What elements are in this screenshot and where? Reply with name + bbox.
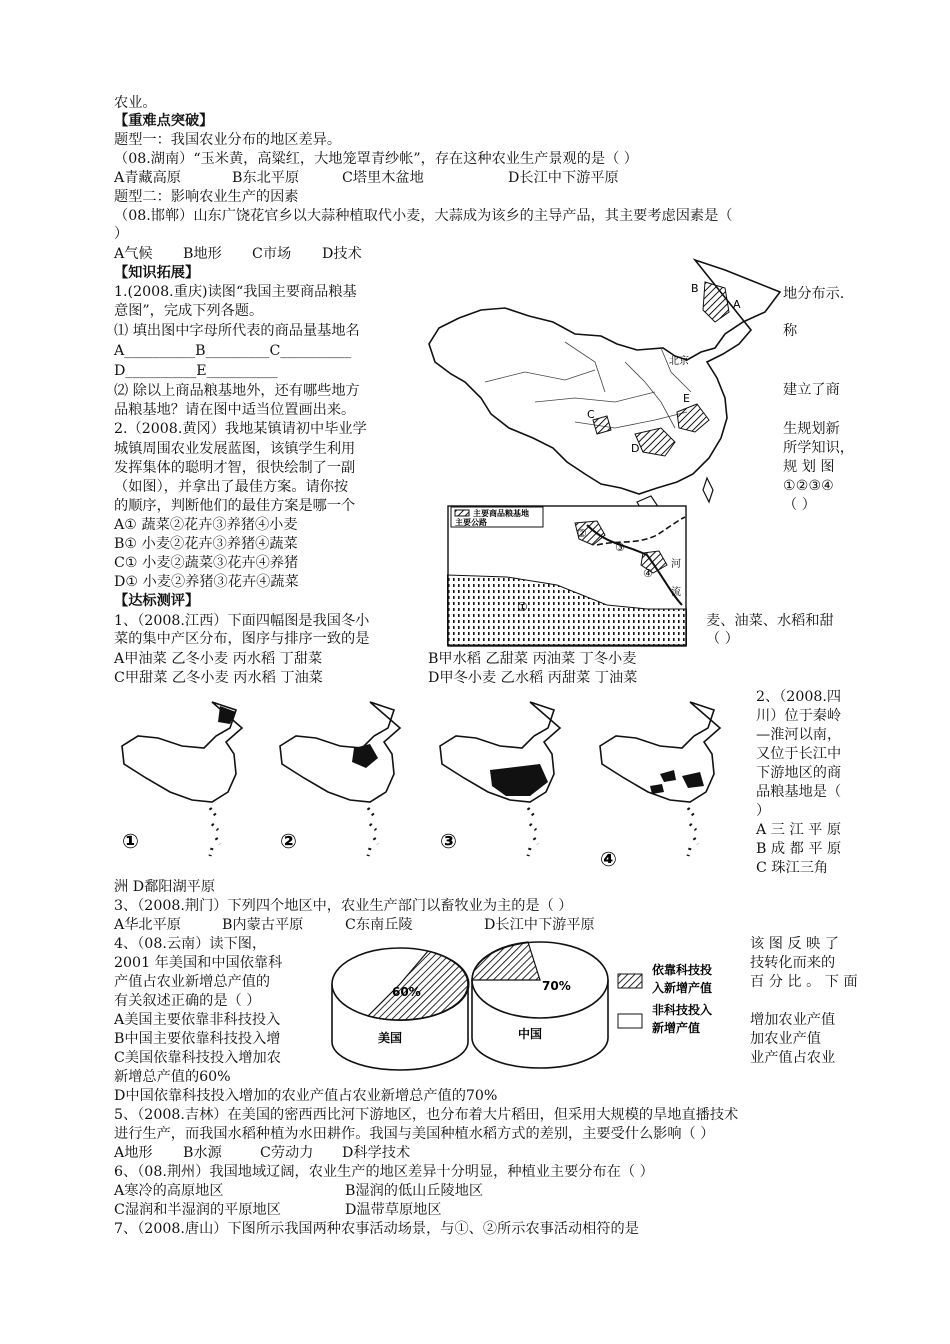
map-2-label: ② xyxy=(280,829,297,853)
text-line: 麦、油菜、水稻和甜 xyxy=(706,613,834,629)
option: C甲甜菜 乙冬小麦 丙水稻 丁油菜 xyxy=(114,670,323,686)
option: A青藏高原 xyxy=(114,170,181,186)
grain-base-map xyxy=(425,252,783,520)
text-line: 题型二：影响农业生产的因素 xyxy=(114,189,299,205)
option: C劳动力 xyxy=(260,1145,314,1161)
legend-road: 主要公路 xyxy=(455,518,487,527)
text-line: 城镇周围农业发展蓝图，该镇学生利用 xyxy=(114,441,356,457)
map-3-label: ③ xyxy=(440,829,457,853)
question-text: （08.湖南）“玉米黄，高粱红，大地笼罩青纱帐”，存在这种农业生产景观的是（ ） xyxy=(114,151,638,167)
num-1: ① xyxy=(517,600,528,614)
text-line: 2001 年美国和中国依靠科 xyxy=(114,955,283,971)
usa-cylinder xyxy=(332,948,469,1070)
option: A甲油菜 乙冬小麦 丙水稻 丁甜菜 xyxy=(114,651,323,667)
legend-grain-base: 主要商品粮基地 xyxy=(473,509,529,518)
num-3: ③ xyxy=(615,541,625,554)
beijing-label: 北京 xyxy=(669,356,689,367)
text-line: 下游地区的商 xyxy=(756,765,842,781)
text-line: 的顺序，判断他们的最佳方案是哪一个 xyxy=(114,498,356,514)
option: B湿润的低山丘陵地区 xyxy=(345,1183,484,1199)
text-line: A__________B_________C__________ xyxy=(114,343,352,359)
option: C① 小麦②蔬菜③花卉④养猪 xyxy=(114,555,299,571)
text-line: （ ） xyxy=(783,497,816,513)
map-3 xyxy=(440,702,560,856)
letter-b: B xyxy=(691,282,699,295)
option: A地形 xyxy=(114,1145,153,1161)
option: C东南丘陵 xyxy=(345,917,413,933)
text-line: 生规划新 xyxy=(783,421,840,437)
legend-hatch-swatch xyxy=(455,510,469,516)
legend-nontech-l2: 新增产值 xyxy=(652,1021,701,1035)
text-line: 所学知识， xyxy=(783,440,854,456)
map-4 xyxy=(600,702,720,868)
question-text: 进行生产，而我国水稻种植为水田耕作。我国与美国种植水稻方式的差别，主要受什么影响（ ） xyxy=(114,1126,715,1142)
text-line: 2.（2008.黄冈）我地某镇请初中毕业学 xyxy=(114,421,367,437)
text-line: 川）位于秦岭 xyxy=(756,708,842,724)
question-text: 7、（2008.唐山）下图所示我国两种农事活动场景，与①、②所示农事活动相符的是 xyxy=(114,1221,639,1237)
river-label-1: 河 xyxy=(671,559,681,570)
text-line: 百 分 比 。 下 面 xyxy=(750,974,858,990)
option: C市场 xyxy=(252,246,292,262)
text-line: 意图”，完成下列各题。 xyxy=(114,303,264,319)
legend-nontech-swatch xyxy=(618,1014,642,1028)
text-line: 菜的集中产区分布，图序与排序一致的是 xyxy=(114,631,370,647)
option: D中国依靠科技投入增加的农业产值占农业新增总产值的70% xyxy=(114,1088,498,1104)
text-line: 产值占农业新增总产值的 xyxy=(114,974,271,990)
option: A寒冷的高原地区 xyxy=(114,1183,224,1199)
option: A华北平原 xyxy=(114,917,181,933)
china-percent: 70% xyxy=(542,979,571,993)
text-line: 品粮基地是（ xyxy=(756,784,842,800)
text-line: 1、（2008.江西）下面四幅图是我国冬小 xyxy=(114,613,370,629)
town-plan-map xyxy=(447,505,687,647)
river-label-2: 流 xyxy=(671,587,681,598)
four-maps xyxy=(112,688,752,868)
china-tech-slice xyxy=(472,942,540,980)
text-line: 业产值占农业 xyxy=(750,1050,836,1066)
option: 洲 D鄱阳湖平原 xyxy=(114,879,216,895)
legend-tech-l1: 依靠科技投 xyxy=(652,963,713,977)
option: B东北平原 xyxy=(232,170,300,186)
text-line: 增加农业产值 xyxy=(750,1012,836,1028)
text-line: ⑵ 除以上商品粮基地外，还有哪些地方 xyxy=(114,383,360,399)
text-line: 题型一：我国农业分布的地区差异。 xyxy=(114,132,342,148)
option: D科学技术 xyxy=(342,1145,411,1161)
china-label: 中国 xyxy=(518,1027,543,1041)
legend-tech-swatch xyxy=(618,974,642,988)
text-line: ①②③④ xyxy=(783,478,834,494)
letter-c: C xyxy=(587,408,595,421)
option: B内蒙古平原 xyxy=(222,917,304,933)
option: D技术 xyxy=(322,246,362,262)
option: C塔里木盆地 xyxy=(342,170,424,186)
option: B地形 xyxy=(183,246,222,262)
map-1-label: ① xyxy=(122,829,139,853)
text-line: 新增总产值的60% xyxy=(114,1069,231,1085)
option: B中国主要依靠科技投入增 xyxy=(114,1031,281,1047)
text-line: 规 划 图 xyxy=(783,459,835,475)
text-line: 1.(2008.重庆)读图“我国主要商品粮基 xyxy=(114,284,357,300)
text-line: （ ） xyxy=(706,631,739,647)
text-line: 地分布示. xyxy=(783,286,845,302)
text-line: D__________E__________ xyxy=(114,363,278,379)
text-line: 发挥集体的聪明才智，很快绘制了一副 xyxy=(114,460,356,476)
num-4: ④ xyxy=(643,567,653,580)
text-line: —淮河以南， xyxy=(756,727,842,743)
num-2: ② xyxy=(577,527,587,540)
text-line: 4、（08.云南）读下图， xyxy=(114,936,267,952)
option: D① 小麦②养猪③花卉④蔬菜 xyxy=(114,574,299,590)
usa-percent: 60% xyxy=(392,985,421,999)
option: C 珠江三角 xyxy=(756,860,829,876)
option: A① 蔬菜②花卉③养猪④小麦 xyxy=(114,517,298,533)
option: B① 小麦②花卉③养猪④蔬菜 xyxy=(114,536,298,552)
option: D长江中下游平原 xyxy=(484,917,595,933)
option: C湿润和半湿润的平原地区 xyxy=(114,1202,281,1218)
text-line: 该 图 反 映 了 xyxy=(750,936,839,952)
text-line: 称 xyxy=(783,323,798,339)
text-line: 建立了商 xyxy=(783,382,840,398)
text-line: 加农业产值 xyxy=(750,1031,821,1047)
section-heading: 【知识拓展】 xyxy=(114,265,200,281)
option: A气候 xyxy=(114,246,153,262)
legend-nontech-l1: 非科技投入 xyxy=(652,1003,713,1017)
legend-tech-l2: 入新增产值 xyxy=(652,981,713,995)
letter-d: D xyxy=(631,442,640,455)
map-2 xyxy=(280,702,400,856)
option: D甲冬小麦 乙水稻 丙甜菜 丁油菜 xyxy=(428,670,638,686)
option: D温带草原地区 xyxy=(345,1202,442,1218)
base-a-area xyxy=(703,282,729,322)
letter-e: E xyxy=(683,392,690,405)
taiwan-island xyxy=(703,478,713,502)
question-text: （08.邯郸）山东广饶花官乡以大蒜种植取代小麦，大蒜成为该乡的主导产品，其主要考虑因素是（ xyxy=(114,208,733,224)
question-text: 5、（2008.吉林）在美国的密西西比河下游地区，也分布着大片稻田，但采用大规模的旱地直播技术 xyxy=(114,1107,739,1123)
map-1 xyxy=(122,702,242,856)
option: B甲水稻 乙甜菜 丙油菜 丁冬小麦 xyxy=(428,651,637,667)
text-line: 品粮基地？请在图中适当位置画出来。 xyxy=(114,402,356,418)
china-cylinder xyxy=(472,942,608,1068)
text-line: ） xyxy=(114,226,129,242)
letter-a: A xyxy=(733,298,741,311)
question-text: 6、（08.荆州）我国地域辽阔，农业生产的地区差异十分明显，种植业主要分布在（ ） xyxy=(114,1164,654,1180)
section-heading: 【重难点突破】 xyxy=(114,113,214,129)
map-4-label: ④ xyxy=(600,847,617,868)
text-line: （如图），并拿出了最佳方案。请你按 xyxy=(114,479,349,495)
text-line: 2、（2008.四 xyxy=(756,689,842,705)
text-line: ⑴ 填出图中字母所代表的商品量基地名 xyxy=(114,323,360,339)
text-line: 农业。 xyxy=(114,95,157,111)
option: A美国主要依靠非科技投入 xyxy=(114,1012,281,1028)
option: B 成 都 平 原 xyxy=(756,841,842,857)
question-text: 3、（2008.荆门）下列四个地区中，农业生产部门以畜牧业为主的是（ ） xyxy=(114,898,573,914)
china-outline xyxy=(429,260,780,494)
option: D长江中下游平原 xyxy=(508,170,619,186)
text-line: 有关叙述正确的是（ ） xyxy=(114,993,261,1009)
option: B水源 xyxy=(183,1145,222,1161)
option: C美国依靠科技投入增加农 xyxy=(114,1050,281,1066)
usa-label: 美国 xyxy=(378,1031,403,1045)
option: A 三 江 平 原 xyxy=(756,822,842,838)
text-line: ） xyxy=(756,803,771,819)
text-line: 技转化而来的 xyxy=(750,955,836,971)
section-heading: 【达标测评】 xyxy=(114,593,200,609)
text-line: 又位于长江中 xyxy=(756,746,842,762)
tech-input-chart xyxy=(328,934,748,1076)
